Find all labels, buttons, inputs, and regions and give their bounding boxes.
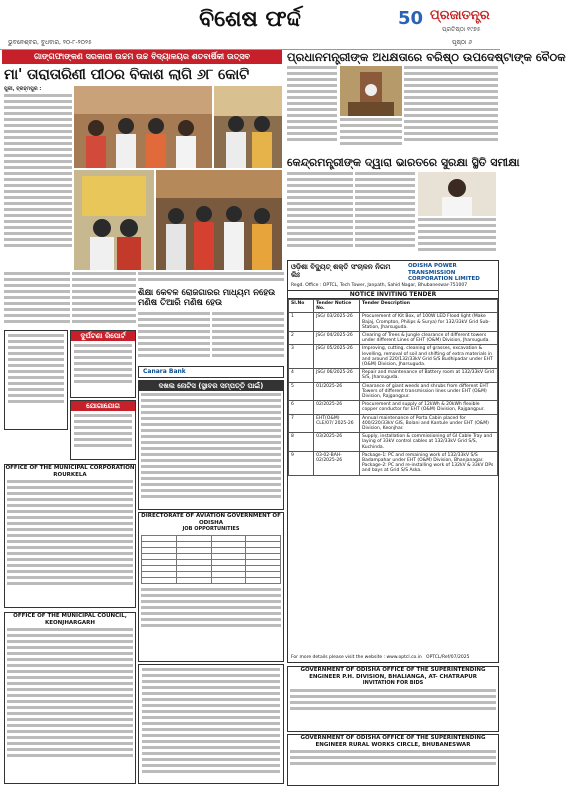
tender-cell-desc: Supply, installation & commissioning of GI Cable Tray and laying of 33kV control cables at 132/33kV Grid S/S, Kuchinda. [360, 433, 498, 452]
aviation-notice [138, 512, 284, 662]
tender-cell-no: 03/2025-26 [314, 433, 360, 452]
tender-cell-desc: Clearance of giant weeds and shrubs from different EHT Towers of different transmission lines under EHT (O&M) Division, Rajgangpur. [360, 382, 498, 401]
tender-cell-no: EHT(O&M) CLE/07/ 2025-26 [314, 414, 360, 433]
pm-photo [340, 66, 402, 116]
lead-dateline: ପୁରୀ, ବ୍ରହ୍ମପୁର : [4, 86, 42, 92]
tender-table [288, 299, 498, 476]
brand-subtitle: ପ୍ରତିଷ୍ଠା ୧୯୭୫ [442, 26, 481, 33]
education-column-2 [212, 312, 284, 364]
tender-cell-sl: 3 [289, 345, 314, 369]
tender-cell-desc: Procurement and supply of 12kWh & 20kWh flexible copper conductor for EHT (O&M) Division, Rajgangpur. [360, 401, 498, 414]
table-row [289, 451, 498, 475]
rourkela-municipal-notice [4, 464, 136, 608]
tender-cell-no: 03-02-BAH-02/2025-26 [314, 451, 360, 475]
table-row [289, 414, 498, 433]
lead-column-2 [4, 272, 70, 328]
accident-report-title: ଦୁର୍ଘଟଣା ରିପୋର୍ଟ [71, 331, 135, 341]
tender-cell-sl: 2 [289, 332, 314, 345]
optcl-logo [408, 263, 498, 283]
canara-bank-header [138, 366, 284, 378]
tender-cell-sl: 4 [289, 369, 314, 382]
tender-cell-sl: 7 [289, 414, 314, 433]
tender-cell-no: JSG/ 03/2025-26 [314, 313, 360, 332]
tender-cell-sl: 5 [289, 382, 314, 401]
tender-cell-no: JSG/ 06/2025-26 [314, 369, 360, 382]
table-row [289, 433, 498, 452]
table-row [289, 382, 498, 401]
rural-works-notice [287, 734, 499, 786]
brand-name: ପ୍ରଜାତନ୍ତ୍ର [430, 8, 490, 23]
lead-photo-1 [74, 86, 212, 168]
tender-cell-desc: Package-1: PC and remaining work of 132/33kV S/S Badampahar under EHT (O&M) Division, Bhanjanagar. Package-2: PC and re-installing work of 132kV & 33kV DPs and bays at Grid S/S Aska. [360, 451, 498, 475]
rural-works-title: GOVERNMENT OF ODISHA OFFICE OF THE SUPERINTENDING ENGINEER RURAL WORKS CIRCLE, BHUBANESWAR [300, 735, 486, 748]
tender-code: OPTCL/Ref/07/2025 [426, 655, 470, 660]
optcl-tender-notice [287, 260, 499, 663]
tender-cell-desc: Improving, cutting, cleaning of grasses, excavation & levelling, removal of soil and shifting of extra materials in and around 220/132/33kV Grid S/S Budhipadar under EHT (O&M) Division, Jharsuguda. [360, 345, 498, 369]
optcl-name-english: ODISHA POWER TRANSMISSION CORPORATION LIMITED [408, 263, 480, 282]
security-column-3 [418, 218, 496, 256]
possession-notice [138, 380, 284, 510]
security-column-2 [355, 172, 415, 256]
tender-footer-text: For more details please visit the website : www.optcl.co.in [291, 655, 422, 660]
tender-cell-desc: Clearing of Trees & Jungle clearance of different towers under different Lines of EHT (O&M) Division, Jharsuguda. [360, 332, 498, 345]
tender-cell-no: 01/2025-26 [314, 382, 360, 401]
column-header-sl: Sl.No [289, 300, 314, 313]
lead-photo-4 [156, 170, 282, 270]
minister-photo [418, 172, 496, 216]
aviation-details [138, 664, 284, 784]
tender-cell-sl: 9 [289, 451, 314, 475]
pm-meeting-headline: ପ୍ରଧାନମନ୍ତ୍ରୀଙ୍କ ଅଧକ୍ଷତାରେ ବରିଷ୍ଠ ଉପଦେଷ୍ଟାଙ୍କ ବୈଠକ [287, 50, 566, 64]
tender-cell-no: JSG/ 04/2025-26 [314, 332, 360, 345]
optcl-address: Regd. Office : OPTCL, Tech Tower, Janpath, Sahid Nagar, Bhubaneswar-751007 [291, 283, 468, 288]
anniversary-logo: 50 [398, 8, 424, 29]
tender-cell-desc: Annual maintenance of Porta Cabin placed for 400/220/33kV GIS, Bolani and Kantule under EHT (O&M) Division, Keonjhar. [360, 414, 498, 433]
tender-cell-desc: Repair and maintenance of Battery room at 132/33kV Grid S/S, Jharsuguda. [360, 369, 498, 382]
optcl-name-odia: ଓଡ଼ିଶା ବିଦ୍ୟୁତ୍ ଶକ୍ତି ସଂଚାଳନ ନିଗମ ଲିଃ [291, 263, 391, 279]
masthead [0, 0, 500, 50]
security-column-1 [287, 172, 353, 256]
ph-division-title: GOVERNMENT OF ODISHA OFFICE OF THE SUPERINTENDING ENGINEER P.H. DIVISION, BHALIANGA, AT- CHATRAPUR [300, 667, 486, 680]
lead-headline: ମା' ତାରାତାରିଣୀ ପୀଠର ବିକାଶ ଲାଗି ୬୮ କୋଟି [4, 66, 249, 83]
column-header-notice: Tender Notice No. [314, 300, 360, 313]
tender-cell-sl: 8 [289, 433, 314, 452]
notice-box-1 [4, 330, 68, 430]
masthead-title: ବିଶେଷ ଫର୍ଦ୍ଦ [199, 6, 301, 32]
lead-column-1 [4, 86, 72, 268]
lead-column-4 [138, 272, 284, 286]
keonjhar-title: OFFICE OF THE MUNICIPAL COUNCIL, KEONJHARGARH [13, 613, 127, 626]
aviation-title: DIRECTORATE OF AVIATION GOVERNMENT OF ODISHA [141, 513, 281, 526]
education-column-1 [138, 312, 210, 364]
tender-cell-no: JSG/ 05/2025-26 [314, 345, 360, 369]
table-row [289, 332, 498, 345]
education-headline: ଶିକ୍ଷା କେବଳ ରୋଜଗାରର ମାଧ୍ୟମ ନହେଉ ମଣିଷ ତିଆରି ମଣିଷ ହେଉ [138, 288, 276, 308]
pm-column-3 [404, 66, 498, 152]
table-row [289, 401, 498, 414]
aviation-subtitle: JOB OPPORTUNITIES [182, 526, 240, 532]
table-row [289, 345, 498, 369]
table-row [289, 369, 498, 382]
security-review-headline: କେନ୍ଦ୍ରମନ୍ତ୍ରୀଙ୍କ ଦ୍ୱାରା ଭାରତରେ ସୁରକ୍ଷା ସ୍ଥିତି ସମୀକ୍ଷା [287, 156, 520, 169]
lead-banner: ଗାଙ୍ଗଫାଙ୍କଣ ସରକାରୀ ଉଚ୍ଚମ ଉଚ୍ଚ ବିଦ୍ୟାଳୟର ଶତବାର୍ଷିକୀ ଉତ୍ସବ [2, 50, 282, 64]
contact-box [70, 400, 136, 460]
notice-inviting-tender: NOTICE INVITING TENDER [288, 291, 498, 299]
contact-title: ଯୋଗାଯୋଗ [71, 401, 135, 411]
keonjhar-municipal-notice [4, 612, 136, 784]
page-number: ପୃଷ୍ଠା ୬ [452, 39, 472, 46]
tender-cell-sl: 1 [289, 313, 314, 332]
accident-report-box [70, 330, 136, 398]
lead-column-3 [72, 272, 136, 328]
ph-ifb: INVITATION FOR BIDS [362, 680, 424, 686]
dateline: ଭୁବନେଶ୍ବର, ବୁଧବାର, ୨୦-୮-୨୦୨୫ [8, 39, 92, 46]
column-header-description: Tender Description [360, 300, 498, 313]
rourkela-title: OFFICE OF THE MUNICIPAL CORPORATION ROURKELA [5, 465, 135, 478]
lead-photo-3 [74, 170, 154, 270]
aviation-table [141, 535, 281, 584]
pm-column-2 [340, 118, 402, 152]
pm-column-1 [287, 66, 337, 152]
table-row [289, 313, 498, 332]
canara-bank-title: Canara Bank [143, 368, 186, 375]
tender-cell-sl: 6 [289, 401, 314, 414]
lead-photo-2 [214, 86, 282, 168]
tender-footer [291, 655, 469, 660]
ph-division-notice [287, 666, 499, 732]
tender-cell-desc: Procurement of Kit Box, of 100W LED Flood light (Make Bajaj, Crompton, Philips & Surya) for 132/33kV Grid Sub-Station, Jharsuguda. [360, 313, 498, 332]
tender-cell-no: 02/2025-26 [314, 401, 360, 414]
possession-notice-title: ଦଖଲ ନୋଟିସ (ସ୍ଥାବର ସମ୍ପତ୍ତି ପାଇଁ) [139, 381, 283, 391]
